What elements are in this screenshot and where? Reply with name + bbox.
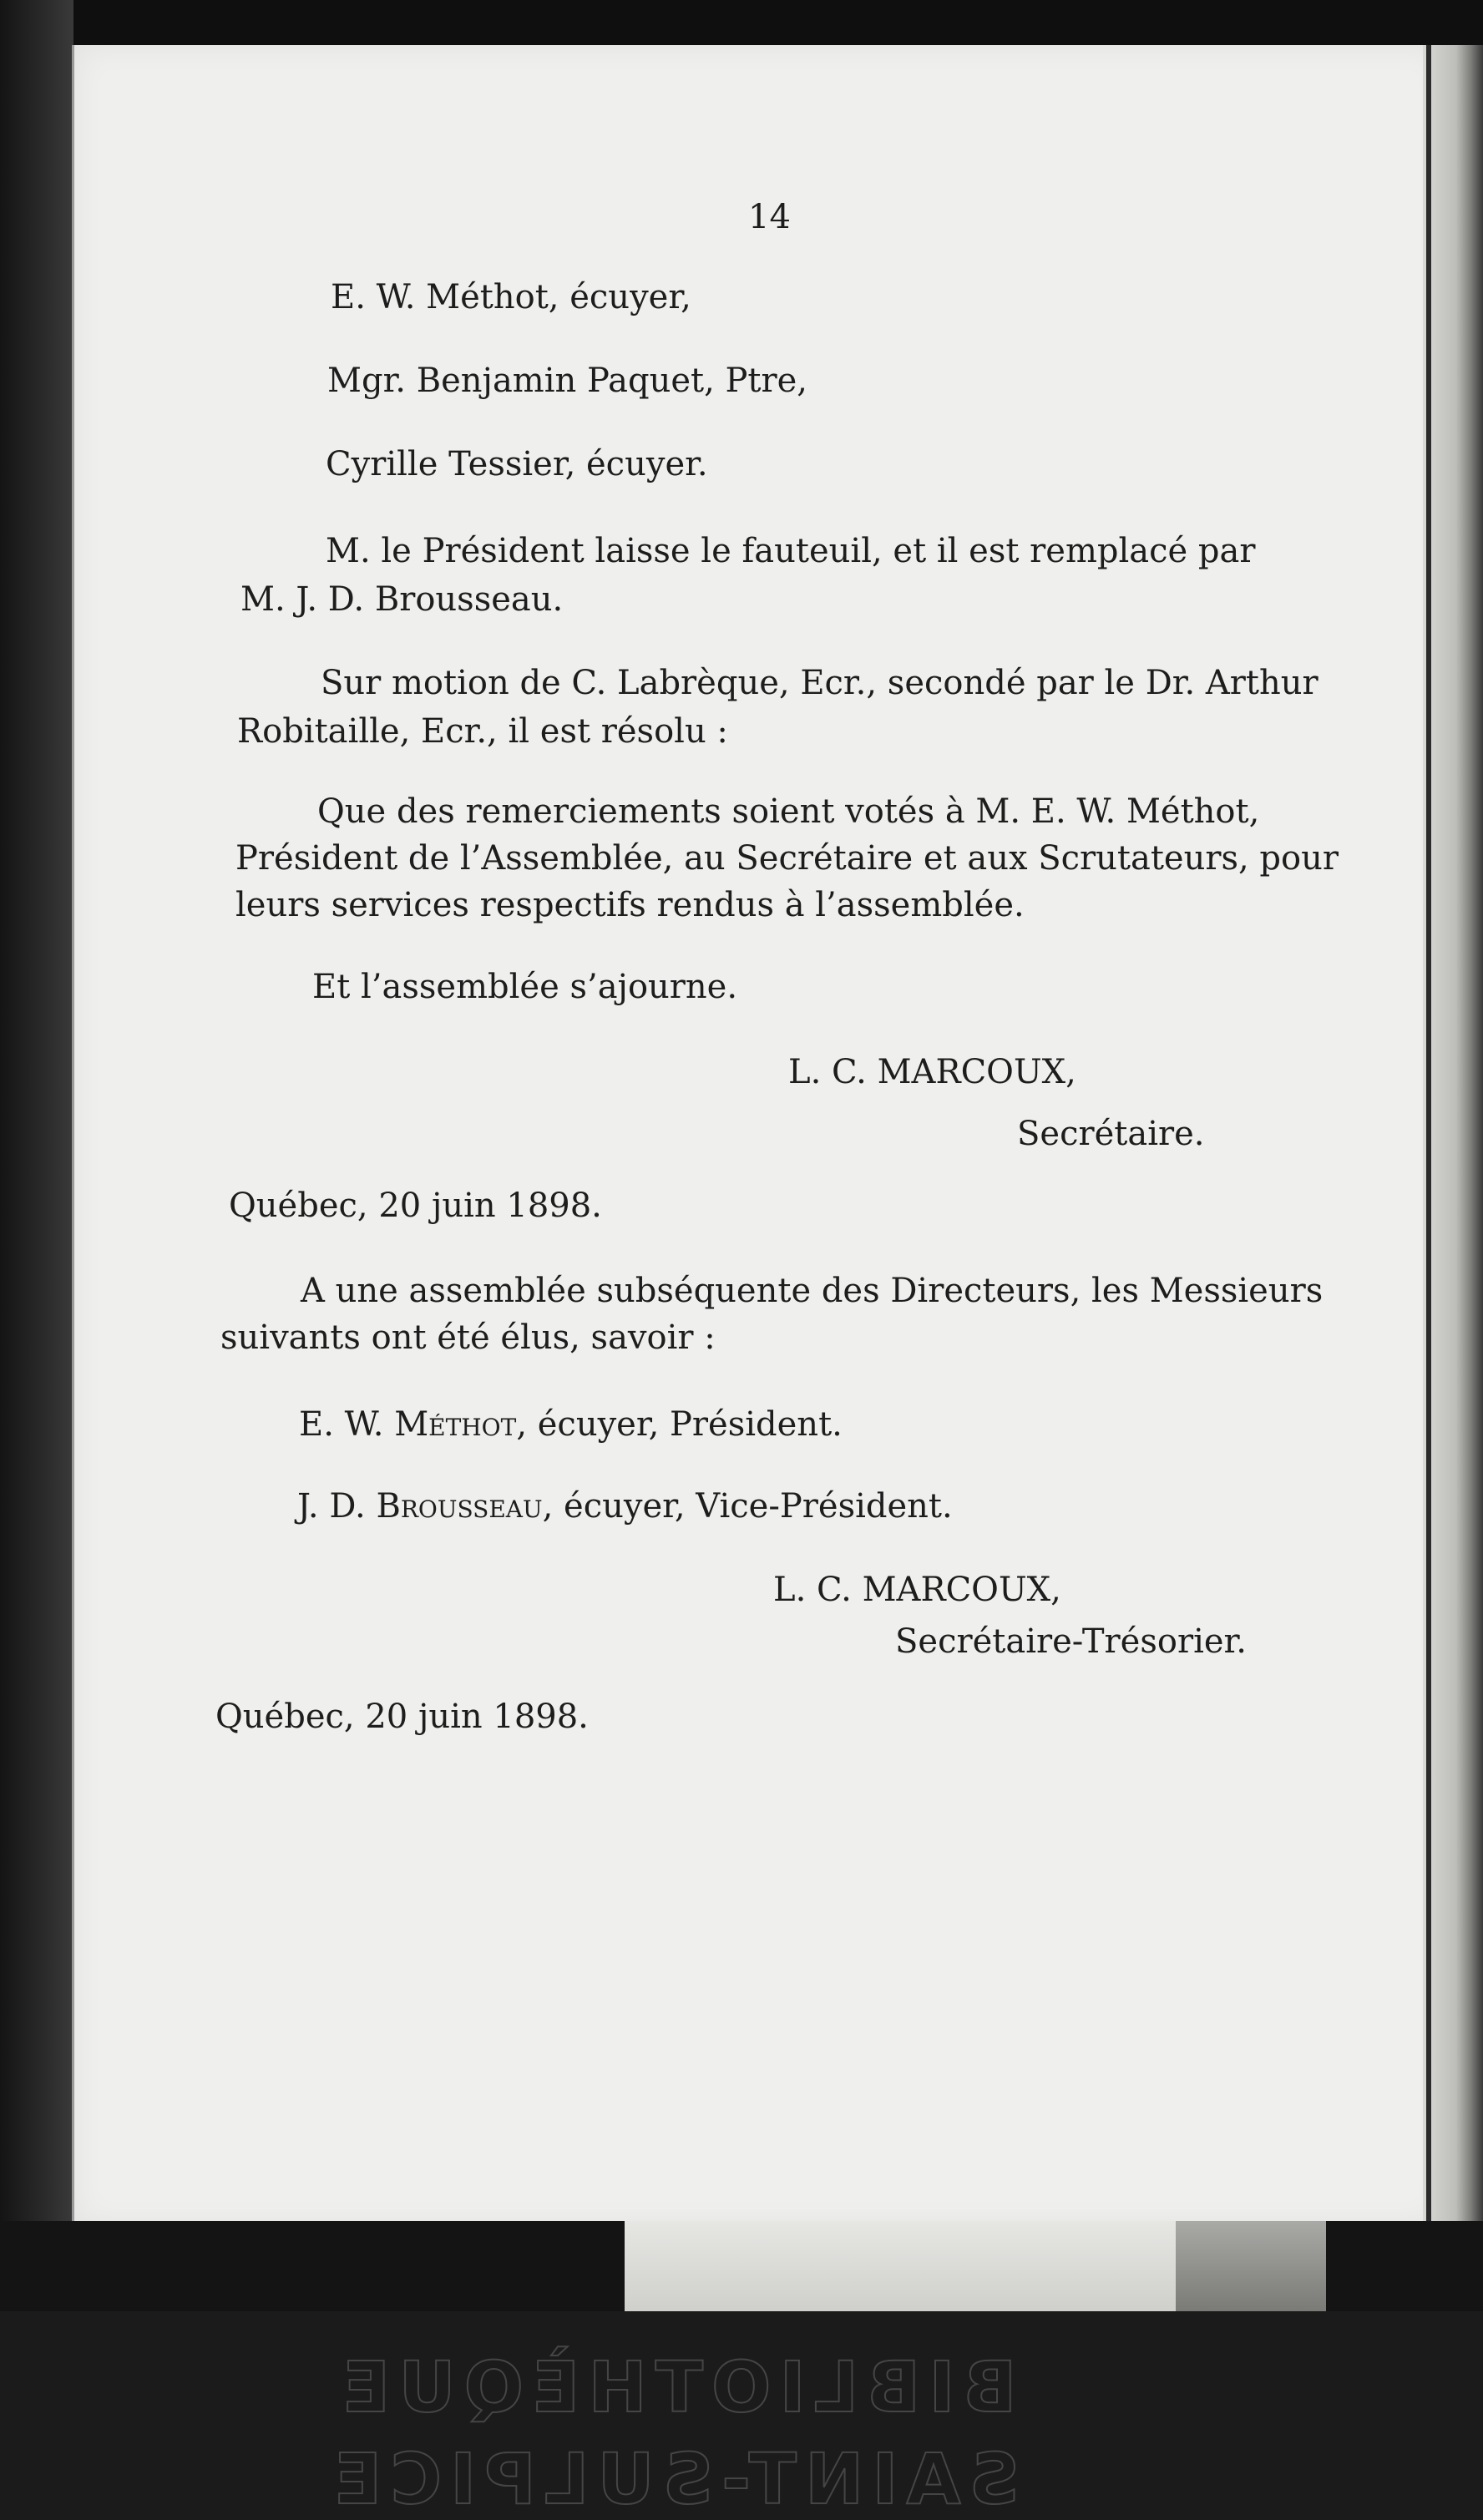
- date-line: Québec, 20 juin 1898.: [215, 1698, 589, 1736]
- officer-initials: E. W.: [299, 1405, 384, 1444]
- scan-top-border: [0, 0, 1483, 48]
- text-line: Mgr. Benjamin Paquet, Ptre,: [327, 362, 807, 400]
- signature-name: L. C. MARCOUX,: [788, 1053, 1076, 1091]
- signature-title: Secrétaire.: [1017, 1115, 1205, 1153]
- text-line: Cyrille Tessier, écuyer.: [326, 445, 708, 483]
- text-line: Président de l’Assemblée, au Secrétaire et aux Scrutateurs, pour: [235, 839, 1339, 878]
- text-line: suivants ont été élus, savoir :: [220, 1318, 716, 1357]
- text-line: Robitaille, Ecr., il est résolu :: [237, 712, 728, 751]
- text-line: Que des remerciements soient votés à M. E. W. Méthot,: [317, 792, 1260, 831]
- signature-title: Secrétaire-Trésorier.: [895, 1622, 1247, 1661]
- page-edge-rule: [1426, 45, 1431, 2226]
- text-line: Et l’assemblée s’ajourne.: [312, 968, 738, 1006]
- officer-line: [299, 1403, 843, 1446]
- officer-role: , écuyer, Vice-Président.: [542, 1487, 953, 1526]
- scan-bottom-light-patch: [625, 2221, 1176, 2311]
- signature-name: L. C. MARCOUX,: [773, 1571, 1061, 1609]
- officer-role: , écuyer, Président.: [516, 1405, 843, 1444]
- library-stamp-line: BIBLIOTHÈQUE: [334, 2346, 1017, 2428]
- date-line: Québec, 20 juin 1898.: [229, 1187, 602, 1225]
- page-number: 14: [748, 198, 791, 236]
- library-stamp-line: SAINT-SULPICE: [326, 2438, 1020, 2520]
- officer-surname: Brousseau: [376, 1487, 543, 1526]
- scan-right-edge: [1423, 45, 1483, 2226]
- text-line: M. le Président laisse le fauteuil, et il est remplacé par: [326, 532, 1256, 570]
- text-line: M. J. D. Brousseau.: [240, 580, 564, 619]
- officer-line: [297, 1485, 953, 1528]
- officer-surname: Méthot: [394, 1405, 517, 1444]
- officer-initials: J. D.: [297, 1487, 366, 1526]
- text-line: A une assemblée subséquente des Directeurs, les Messieurs: [301, 1272, 1324, 1310]
- text-line: Sur motion de C. Labrèque, Ecr., secondé par le Dr. Arthur: [321, 664, 1319, 702]
- scan-bottom-grey-patch: [1176, 2221, 1326, 2311]
- text-line: E. W. Méthot, écuyer,: [331, 278, 691, 316]
- scan-left-border: [0, 0, 73, 2311]
- text-line: leurs services respectifs rendus à l’assemblée.: [235, 886, 1025, 924]
